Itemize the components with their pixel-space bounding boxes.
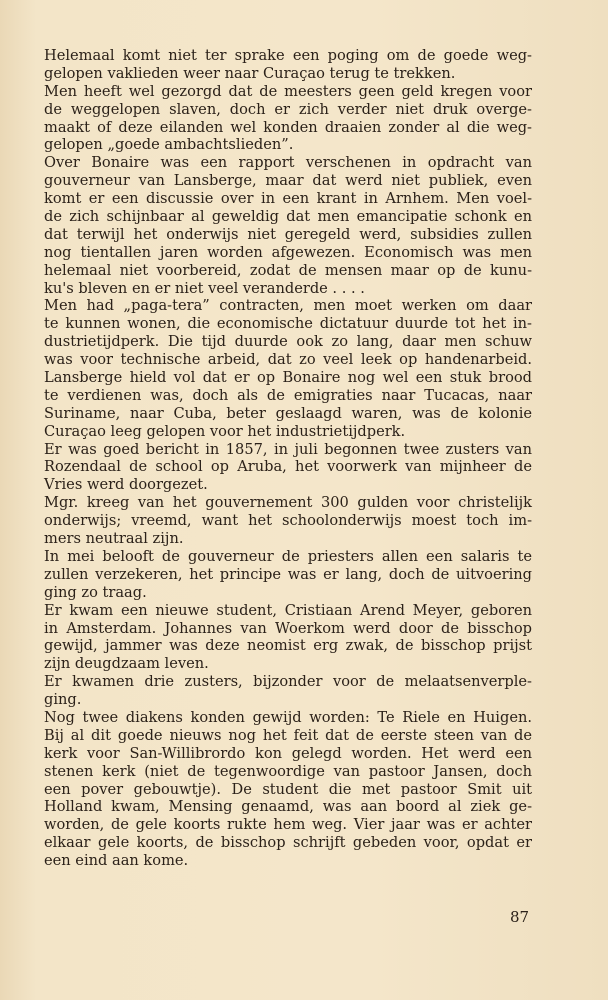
text-line: Bij al dit goede nieuws nog het feit dat de eerste steen van de <box>44 726 532 744</box>
text-line: Over Bonaire was een rapport verschenen in opdracht van <box>44 154 532 172</box>
text-line: mers neutraal zijn. <box>44 530 184 548</box>
page-number: 87 <box>510 908 530 926</box>
body-text <box>44 47 532 870</box>
text-line: Er kwam een nieuwe student, Cristiaan Arend Meyer, geboren <box>44 601 532 619</box>
text-line: ging zo traag. <box>44 583 147 601</box>
text-line: kerk voor San-Willibrordo kon gelegd worden. Het werd een <box>44 744 532 762</box>
text-line: ku's bleven en er niet veel veranderde . . . . <box>44 279 365 297</box>
text-line: Men heeft wel gezorgd dat de meesters geen geld kregen voor <box>44 82 532 100</box>
text-line: Rozendaal de school op Aruba, het voorwerk van mijnheer de <box>44 458 532 476</box>
text-line: Mgr. kreeg van het gouvernement 300 gulden voor christelijk <box>44 494 532 512</box>
text-line: ging. <box>44 691 82 709</box>
text-line: Suriname, naar Cuba, beter geslaagd waren, was de kolonie <box>44 404 532 422</box>
text-line: elkaar gele koorts, de bisschop schrijft gebeden voor, opdat er <box>44 834 532 852</box>
text-line: gouverneur van Lansberge, maar dat werd niet publiek, even <box>44 172 532 190</box>
text-line: gewijd, jammer was deze neomist erg zwak, de bisschop prijst <box>44 637 532 655</box>
text-line: te verdienen was, doch als de emigraties naar Tucacas, naar <box>44 386 532 404</box>
text-line: in Amsterdam. Johannes van Woerkom werd door de bisschop <box>44 619 532 637</box>
text-line: was voor technische arbeid, dat zo veel leek op handenarbeid. <box>44 351 532 369</box>
text-line: zijn deugdzaam leven. <box>44 655 209 673</box>
text-line: Lansberge hield vol dat er op Bonaire nog wel een stuk brood <box>44 369 532 387</box>
text-line: Holland kwam, Mensing genaamd, was aan boord al ziek ge- <box>44 798 532 816</box>
text-line: stenen kerk (niet de tegenwoordige van pastoor Jansen, doch <box>44 762 532 780</box>
text-line: Helemaal komt niet ter sprake een poging om de goede weg- <box>44 47 532 64</box>
text-line: In mei belooft de gouverneur de priesters allen een salaris te <box>44 547 532 565</box>
text-line: komt er een discussie over in een krant in Arnhem. Men voel- <box>44 190 532 208</box>
text-line: Er kwamen drie zusters, bijzonder voor de melaatsenverple- <box>44 673 532 691</box>
text-line: worden, de gele koorts rukte hem weg. Vier jaar was er achter <box>44 816 532 834</box>
text-line: Vries werd doorgezet. <box>44 476 208 494</box>
text-line: Men had „paga-tera” contracten, men moet werken om daar <box>44 297 532 315</box>
text-line: maakt of deze eilanden wel konden draaien zonder al die weg- <box>44 118 532 136</box>
text-line: nog tientallen jaren worden afgewezen. Economisch was men <box>44 243 532 261</box>
text-line: dustrietijdperk. Die tijd duurde ook zo lang, daar men schuw <box>44 333 532 351</box>
text-line: Er was goed bericht in 1857, in juli begonnen twee zusters van <box>44 440 532 458</box>
text-line: de zich schijnbaar al geweldig dat men emancipatie schonk en <box>44 208 532 226</box>
text-line: Nog twee diakens konden gewijd worden: Te Riele en Huigen. <box>44 708 532 726</box>
text-line: een eind aan kome. <box>44 852 189 870</box>
text-line: Curaçao leeg gelopen voor het industrietijdperk. <box>44 422 406 440</box>
text-line: te kunnen wonen, die economische dictatuur duurde tot het in- <box>44 315 532 333</box>
text-line: gelopen vaklieden weer naar Curaçao terug te trekken. <box>44 64 456 82</box>
text-line: gelopen „goede ambachtslieden”. <box>44 136 294 154</box>
text-line: een pover gebouwtje). De student die met pastoor Smit uit <box>44 780 532 798</box>
text-line: zullen verzekeren, het principe was er lang, doch de uitvoering <box>44 565 532 583</box>
text-line: onderwijs; vreemd, want het schoolonderwijs moest toch im- <box>44 512 532 530</box>
text-line: de weggelopen slaven, doch er zich verder niet druk overge- <box>44 100 532 118</box>
text-line: helemaal niet voorbereid, zodat de mensen maar op de kunu- <box>44 261 532 279</box>
text-line: dat terwijl het onderwijs niet geregeld werd, subsidies zullen <box>44 225 532 243</box>
